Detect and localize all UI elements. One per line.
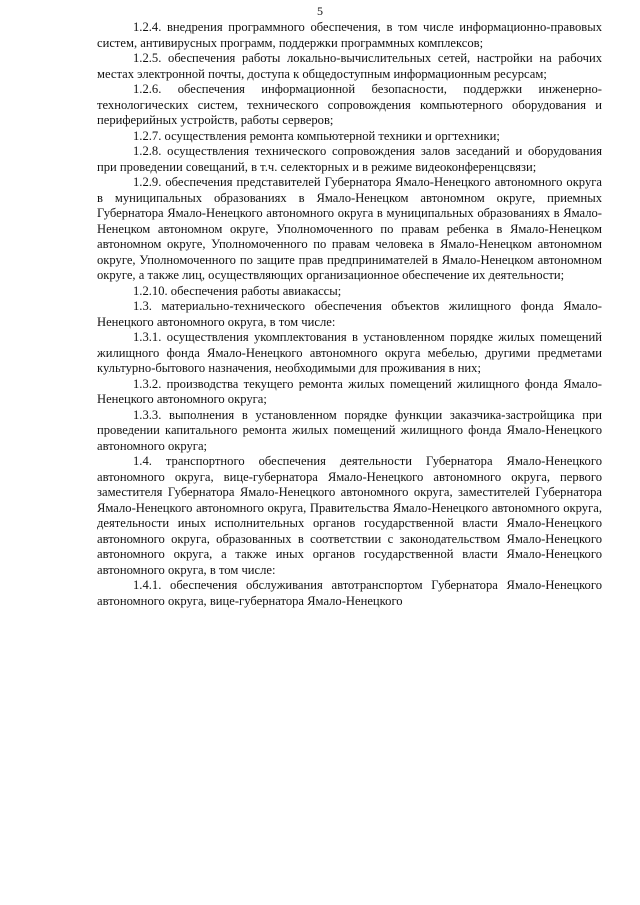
paragraph-1-4: 1.4. транспортного обеспечения деятельности Губернатора Ямало-Ненецкого автономного округа, вице-губернатора Ямало-Ненецкого автономного округа, первого заместителя Губернатора Ямало-Ненецкого автономного округа, заместителей Губернатора Ямало-Ненецкого автономного округа, Правительства Ямало-Ненецкого автономного округа, деятельности иных исполнительных органов государственной власти Ямало-Ненецкого автономного округа, образованных в соответствии с законодательством Ямало-Ненецкого автономного округа, а также иных органов государственной власти Ямало-Ненецкого автономного округа, в том числе: xyxy=(97,454,602,577)
paragraph-1-2-4: 1.2.4. внедрения программного обеспечения, в том числе информационно-правовых систем, антивирусных программ, поддержки программных комплексов; xyxy=(97,20,602,50)
page-number: 5 xyxy=(317,4,323,18)
document-body xyxy=(97,20,602,609)
paragraph-1-2-6: 1.2.6. обеспечения информационной безопасности, поддержки инженерно-технологических систем, технического сопровождения компьютерного оборудования и периферийных устройств, работы серверов; xyxy=(97,82,602,127)
paragraph-1-2-7: 1.2.7. осуществления ремонта компьютерной техники и оргтехники; xyxy=(133,128,500,143)
paragraph-1-3-1: 1.3.1. осуществления укомплектования в установленном порядке жилых помещений жилищного фонда Ямало-Ненецкого автономного округа мебелью, другими предметами культурно-бытового назначения, необходимыми для проживания в них; xyxy=(97,330,602,375)
paragraph-1-4-1: 1.4.1. обеспечения обслуживания автотранспортом Губернатора Ямало-Ненецкого автономного округа, вице-губернатора Ямало-Ненецкого xyxy=(97,578,602,608)
paragraph-1-2-8: 1.2.8. осуществления технического сопровождения залов заседаний и оборудования при проведении совещаний, в т.ч. селекторных и в режиме видеоконференцсвязи; xyxy=(97,144,602,174)
paragraph-1-3-3: 1.3.3. выполнения в установленном порядке функции заказчика-застройщика при проведении капитального ремонта жилых помещений жилищного фонда Ямало-Ненецкого автономного округа; xyxy=(97,407,602,453)
paragraph-1-3: 1.3. материально-технического обеспечения объектов жилищного фонда Ямало-Ненецкого автономного округа, в том числе: xyxy=(97,299,602,329)
paragraph-1-2-5: 1.2.5. обеспечения работы локально-вычислительных сетей, настройки на рабочих местах электронной почты, доступа к общедоступным информационным ресурсам; xyxy=(97,51,602,81)
paragraph-1-2-10: 1.2.10. обеспечения работы авиакассы; xyxy=(133,283,342,298)
paragraph-1-3-2: 1.3.2. производства текущего ремонта жилых помещений жилищного фонда Ямало-Ненецкого автономного округа; xyxy=(97,376,602,406)
paragraph-1-2-9: 1.2.9. обеспечения представителей Губернатора Ямало-Ненецкого автономного округа в муниципальных образованиях в Ямало-Ненецком автономном округе, приемных Губернатора Ямало-Ненецкого автономного округа в муниципальных образованиях в Ямало-Ненецком автономном округе, Уполномоченного по правам ребенка в Ямало-Ненецком автономном округе, Уполномоченного по правам человека в Ямало-Ненецком автономном округе, Уполномоченного по защите прав предпринимателей в Ямало-Ненецком автономном округе, а также лиц, осуществляющих организационное обеспечение их деятельности; xyxy=(97,175,602,282)
